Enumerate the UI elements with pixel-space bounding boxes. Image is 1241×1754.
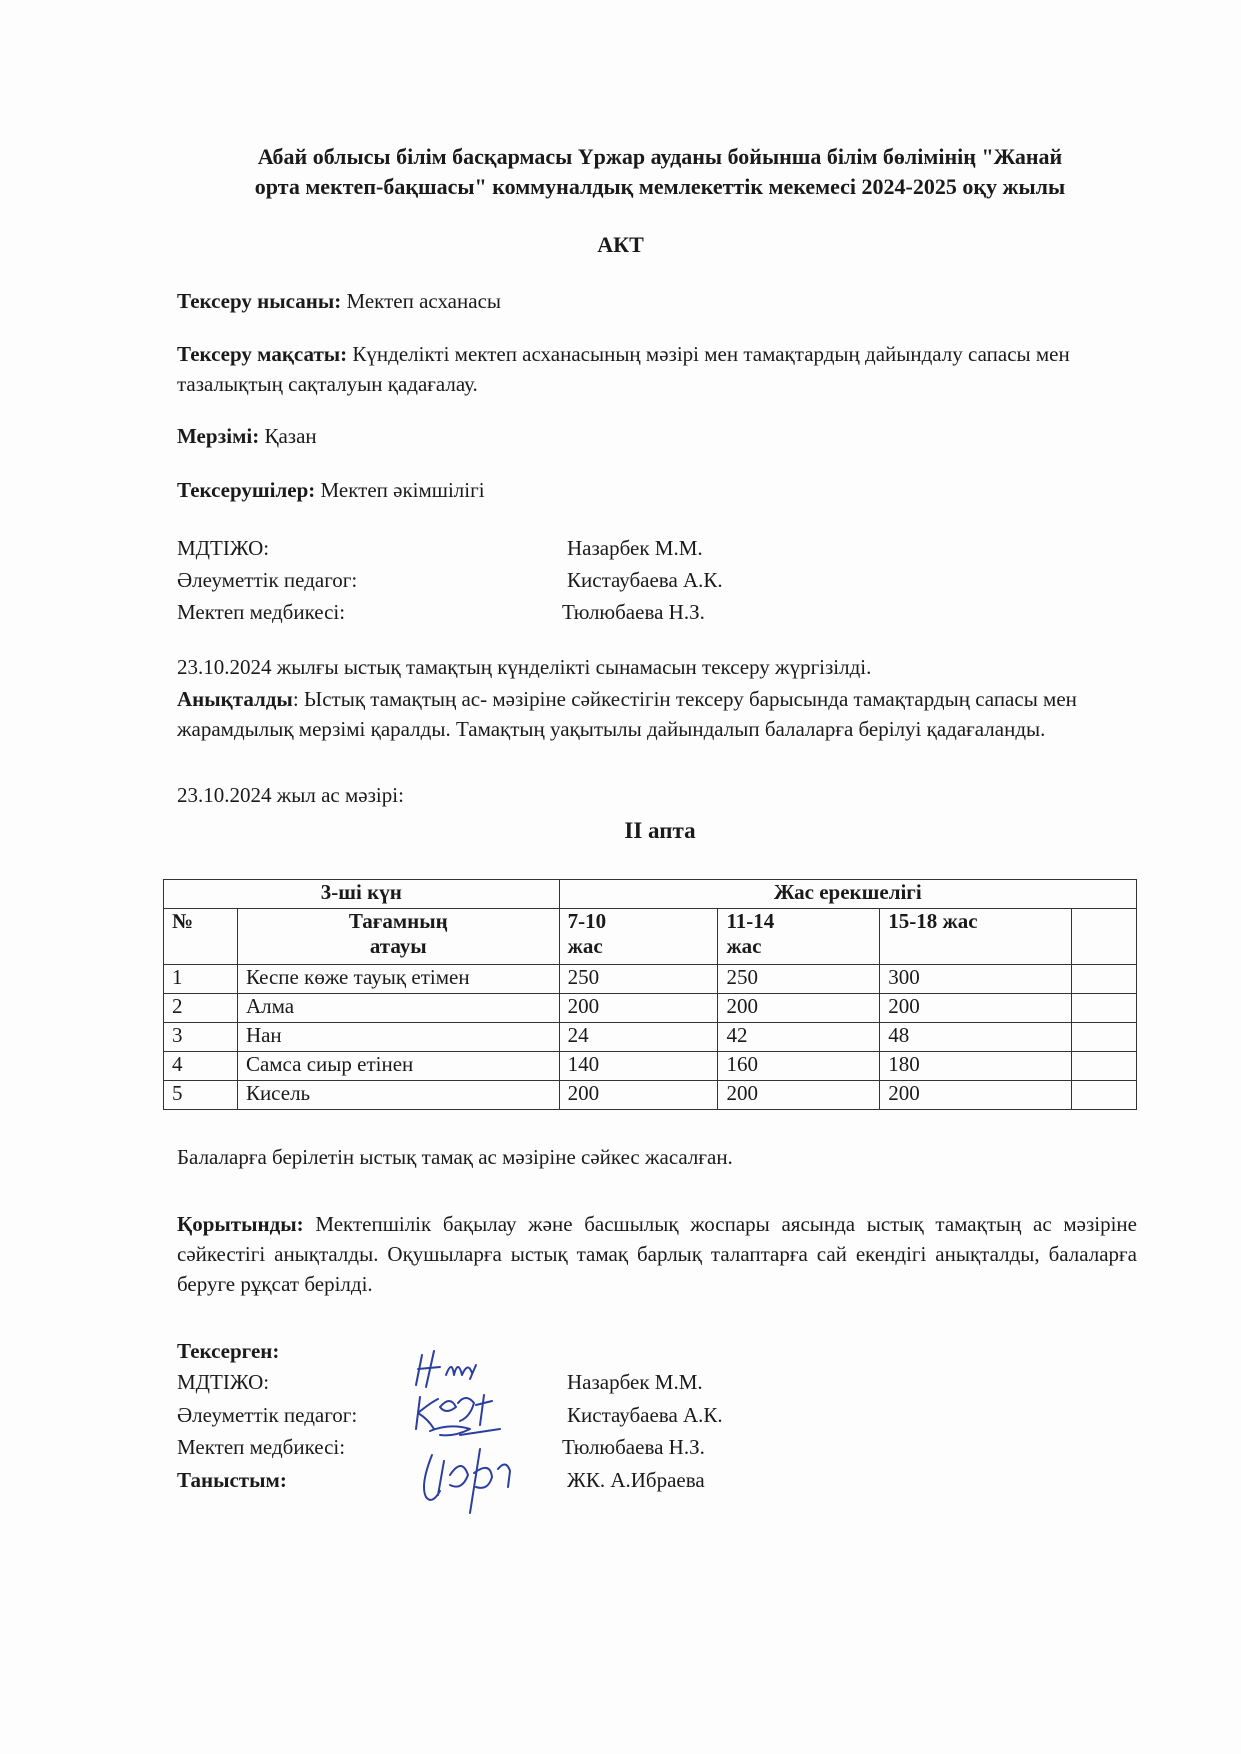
cell-age-7-10: 200 [559, 1081, 718, 1110]
findings-value: : Ыстық тамақтың ас- мәзіріне сәйкестігін тексеру барысында тамақтардың сапасы мен жарамдылық мерзімі қаралды. Тамақтың уақытылы дайындалып балаларға берілуі қадағаланды. [177, 687, 1077, 741]
cell-number: 5 [164, 1081, 238, 1110]
col-age-header-line: жас [726, 934, 762, 958]
check-statement: 23.10.2024 жылғы ыстық тамақтың күнделікті сынамасын тексеру жүргізілді. [177, 655, 872, 679]
table-row [164, 1023, 1137, 1052]
col-empty-header [1072, 909, 1137, 965]
inspection-object-label: Тексеру нысаны: [177, 289, 342, 313]
menu-date: 23.10.2024 жыл ас мәзірі: [177, 783, 404, 807]
inspection-purpose-value: Күнделікті мектеп асханасының мәзірі мен тамақтардың дайындалу сапасы мен тазалықтың сақталуын қадағалау. [177, 342, 1070, 396]
col-age-header-line: жас [567, 934, 603, 958]
document-title: АКТ [597, 232, 644, 257]
acquainted-label: Таныстым: [177, 1468, 287, 1492]
cell-empty [1072, 1023, 1137, 1052]
table-row [164, 1052, 1137, 1081]
signer-name: Кистаубаева А.К. [567, 1403, 723, 1427]
inspection-object [177, 286, 1137, 316]
cell-age-11-14: 200 [718, 1081, 880, 1110]
inspectors-label: Тексерушілер: [177, 478, 316, 502]
cell-number: 1 [164, 965, 238, 994]
table-row [164, 1081, 1137, 1110]
signer-role: Мектеп медбикесі: [177, 1435, 346, 1459]
member-name: Назарбек М.М. [567, 536, 703, 560]
inspection-purpose [177, 339, 1137, 399]
handwritten-signatures [410, 1345, 530, 1515]
conclusion [177, 1209, 1137, 1299]
conclusion-label: Қорытынды: [177, 1212, 304, 1236]
col-age-header-line: 11-14 [726, 909, 775, 933]
age-header: Жас ерекшелігі [559, 880, 1136, 909]
acquainted-name: ЖК. А.Ибраева [567, 1468, 705, 1492]
cell-age-11-14: 200 [718, 994, 880, 1023]
table-header-row [164, 880, 1137, 909]
col-age-7-10-header [559, 909, 718, 965]
week-heading: II апта [624, 818, 696, 843]
col-number-header: № [164, 909, 238, 965]
member-role: Мектеп медбикесі: [177, 600, 346, 624]
cell-age-15-18: 48 [880, 1023, 1072, 1052]
cell-dish: Кеспе көже тауық етімен [237, 965, 559, 994]
cell-dish: Кисель [237, 1081, 559, 1110]
conclusion-value: Мектепшілік бақылау және басшылық жоспары аясында ыстық тамақтың ас мәзіріне сәйкестігі анықталды. Оқушыларға ыстық тамақ барлық талаптарға сай екендігі анықталды, балаларға беруге рұқсат берілді. [177, 1212, 1137, 1296]
inspectors [177, 475, 1137, 505]
cell-age-11-14: 42 [718, 1023, 880, 1052]
signer-role: МДТІЖО: [177, 1370, 270, 1394]
inspection-term-label: Мерзімі: [177, 424, 260, 448]
cell-number: 3 [164, 1023, 238, 1052]
col-age-header-line: 7-10 [567, 909, 607, 933]
member-role: МДТІЖО: [177, 536, 270, 560]
inspection-object-value: Мектеп асханасы [341, 289, 501, 313]
cell-dish: Алма [237, 994, 559, 1023]
inspection-term [177, 421, 1137, 451]
signer-role: Әлеуметтік педагог: [177, 1403, 358, 1427]
cell-age-15-18: 300 [880, 965, 1072, 994]
member-name: Кистаубаева А.К. [567, 568, 723, 592]
inspectors-value: Мектеп әкімшілігі [315, 478, 485, 502]
col-dish-header-line: атауы [369, 934, 427, 958]
findings-label: Анықталды [177, 687, 293, 711]
table-subheader-row [164, 909, 1137, 965]
signer-name: Тюлюбаева Н.З. [562, 1435, 705, 1459]
member-role: Әлеуметтік педагог: [177, 568, 358, 592]
cell-age-15-18: 200 [880, 994, 1072, 1023]
day-header: 3-ші күн [164, 880, 560, 909]
inspection-purpose-label: Тексеру мақсаты: [177, 342, 348, 366]
menu-compliance-note: Балаларға берілетін ыстық тамақ ас мәзіріне сәйкес жасалған. [177, 1145, 733, 1169]
cell-empty [1072, 1081, 1137, 1110]
col-dish-header [237, 909, 559, 965]
cell-age-11-14: 160 [718, 1052, 880, 1081]
table-row [164, 965, 1137, 994]
cell-empty [1072, 965, 1137, 994]
cell-number: 4 [164, 1052, 238, 1081]
cell-empty [1072, 994, 1137, 1023]
table-row [164, 994, 1137, 1023]
cell-age-7-10: 200 [559, 994, 718, 1023]
cell-empty [1072, 1052, 1137, 1081]
cell-age-7-10: 24 [559, 1023, 718, 1052]
cell-age-7-10: 140 [559, 1052, 718, 1081]
inspection-term-value: Қазан [259, 424, 317, 448]
signer-name: Назарбек М.М. [567, 1370, 703, 1394]
cell-age-11-14: 250 [718, 965, 880, 994]
signed-label: Тексерген: [177, 1339, 280, 1363]
col-age-11-14-header [718, 909, 880, 965]
findings [177, 684, 1137, 744]
menu-table [163, 879, 1137, 1110]
cell-dish: Самса сиыр етінен [237, 1052, 559, 1081]
document-header [180, 142, 1140, 202]
col-age-15-18-header: 15-18 жас [880, 909, 1072, 965]
cell-age-7-10: 250 [559, 965, 718, 994]
header-line-2: орта мектеп-бақшасы" коммуналдық мемлекеттік мекемесі 2024-2025 оқу жылы [254, 174, 1066, 199]
cell-age-15-18: 180 [880, 1052, 1072, 1081]
member-name: Тюлюбаева Н.З. [562, 600, 705, 624]
cell-age-15-18: 200 [880, 1081, 1072, 1110]
header-line-1: Абай облысы білім басқармасы Үржар ауданы бойынша білім бөлімінің "Жанай [257, 144, 1063, 169]
cell-number: 2 [164, 994, 238, 1023]
cell-dish: Нан [237, 1023, 559, 1052]
col-dish-header-line: Тағамның [348, 909, 448, 933]
